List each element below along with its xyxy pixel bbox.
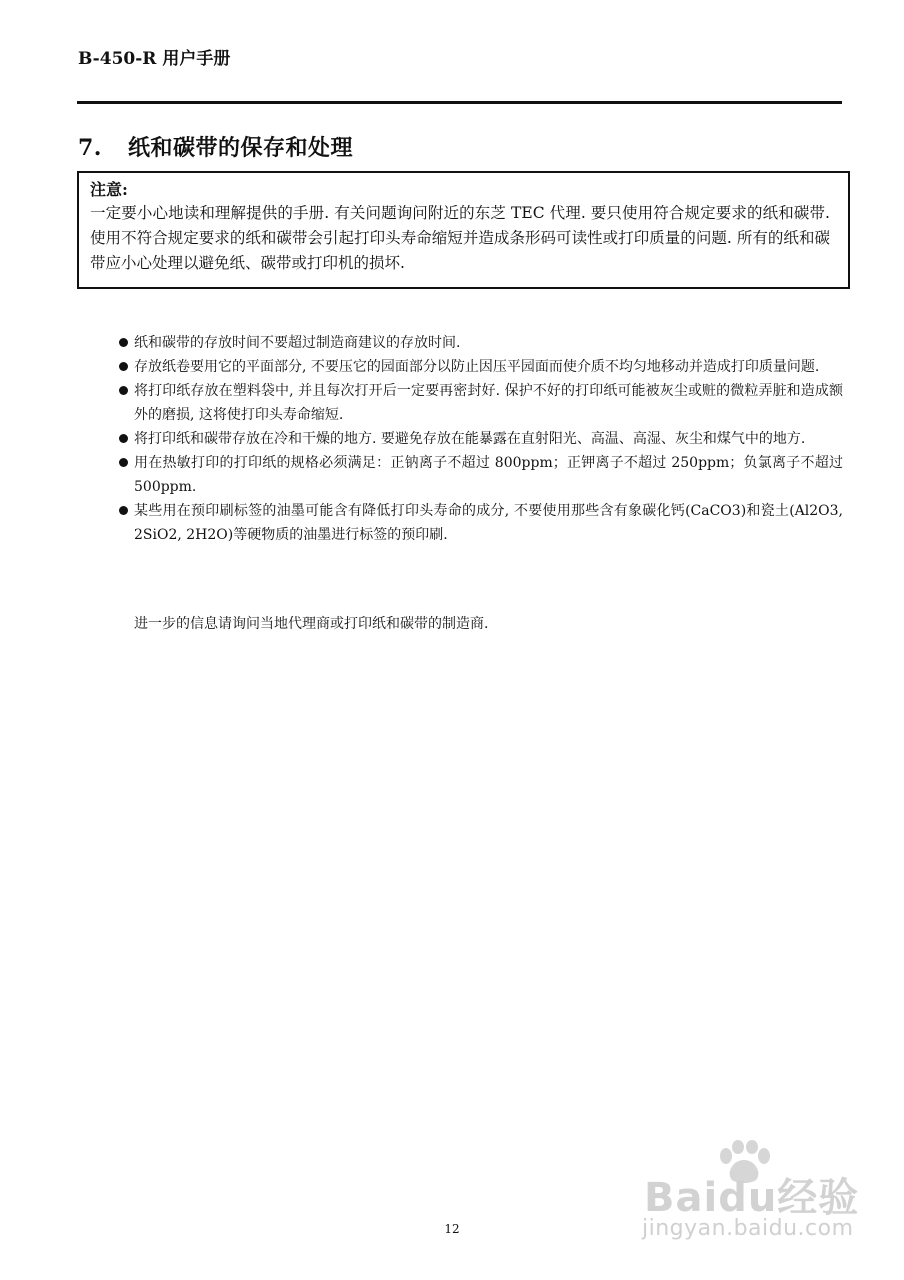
bullet-icon: [119, 434, 128, 443]
bullet-icon: [119, 458, 128, 467]
list-item: [119, 355, 843, 379]
list-item-text: 将打印纸和碳带存放在冷和干燥的地方. 要避免存放在能暴露在直射阳光、高温、高湿、灰尘和煤气中的地方.: [134, 431, 806, 447]
list-item: [119, 331, 843, 355]
page-number: 12: [444, 1222, 460, 1236]
bullet-icon: [119, 386, 128, 395]
section-heading: [78, 131, 353, 162]
list-item: [119, 499, 843, 547]
list-item: [119, 427, 843, 451]
bullet-icon: [119, 362, 128, 371]
list-item-text: 某些用在预印刷标签的油墨可能含有降低打印头寿命的成分, 不要使用那些含有象碳化钙(CaCO3)和瓷土(Al2O3, 2SiO2, 2H2O)等硬物质的油墨进行标签的预印刷.: [134, 503, 843, 543]
closing-note: 进一步的信息请询问当地代理商或打印纸和碳带的制造商.: [134, 616, 489, 632]
header-divider: [77, 101, 842, 104]
list-item: [119, 379, 843, 427]
list-item: [119, 451, 843, 499]
document-header-title: B-450-R 用户手册: [78, 49, 231, 69]
list-item-text: 存放纸卷要用它的平面部分, 不要压它的园面部分以防止因压平园面而使介质不均匀地移动并造成打印质量问题.: [134, 359, 820, 375]
watermark-logo: Baidu经验: [644, 1175, 860, 1221]
bullet-icon: [119, 506, 128, 515]
notice-body: 一定要小心地读和理解提供的手册. 有关问题询问附近的东芝 TEC 代理. 要只使用符合规定要求的纸和碳带. 使用不符合规定要求的纸和碳带会引起打印头寿命缩短并造成条形码可读性或打印质量的问题. 所有的纸和碳带应小心处理以避免纸、碳带或打印机的损坏.: [90, 204, 830, 272]
list-item-text: 将打印纸存放在塑料袋中, 并且每次打开后一定要再密封好. 保护不好的打印纸可能被灰尘或赃的微粒弄脏和造成额外的磨损, 这将使打印头寿命缩短.: [134, 383, 843, 423]
notice-title: 注意:: [90, 180, 128, 199]
section-title: 纸和碳带的保存和处理: [128, 135, 354, 161]
notice-box: [77, 171, 850, 289]
list-item-text: 用在热敏打印的打印纸的规格必须满足：正钠离子不超过 800ppm；正钾离子不超过 250ppm；负氯离子不超过 500ppm.: [134, 455, 843, 495]
section-number: 7.: [78, 135, 102, 161]
storage-guidelines-list: [119, 331, 843, 547]
watermark-url: jingyan.baidu.com: [642, 1216, 854, 1241]
list-item-text: 纸和碳带的存放时间不要超过制造商建议的存放时间.: [134, 335, 461, 351]
bullet-icon: [119, 338, 128, 347]
